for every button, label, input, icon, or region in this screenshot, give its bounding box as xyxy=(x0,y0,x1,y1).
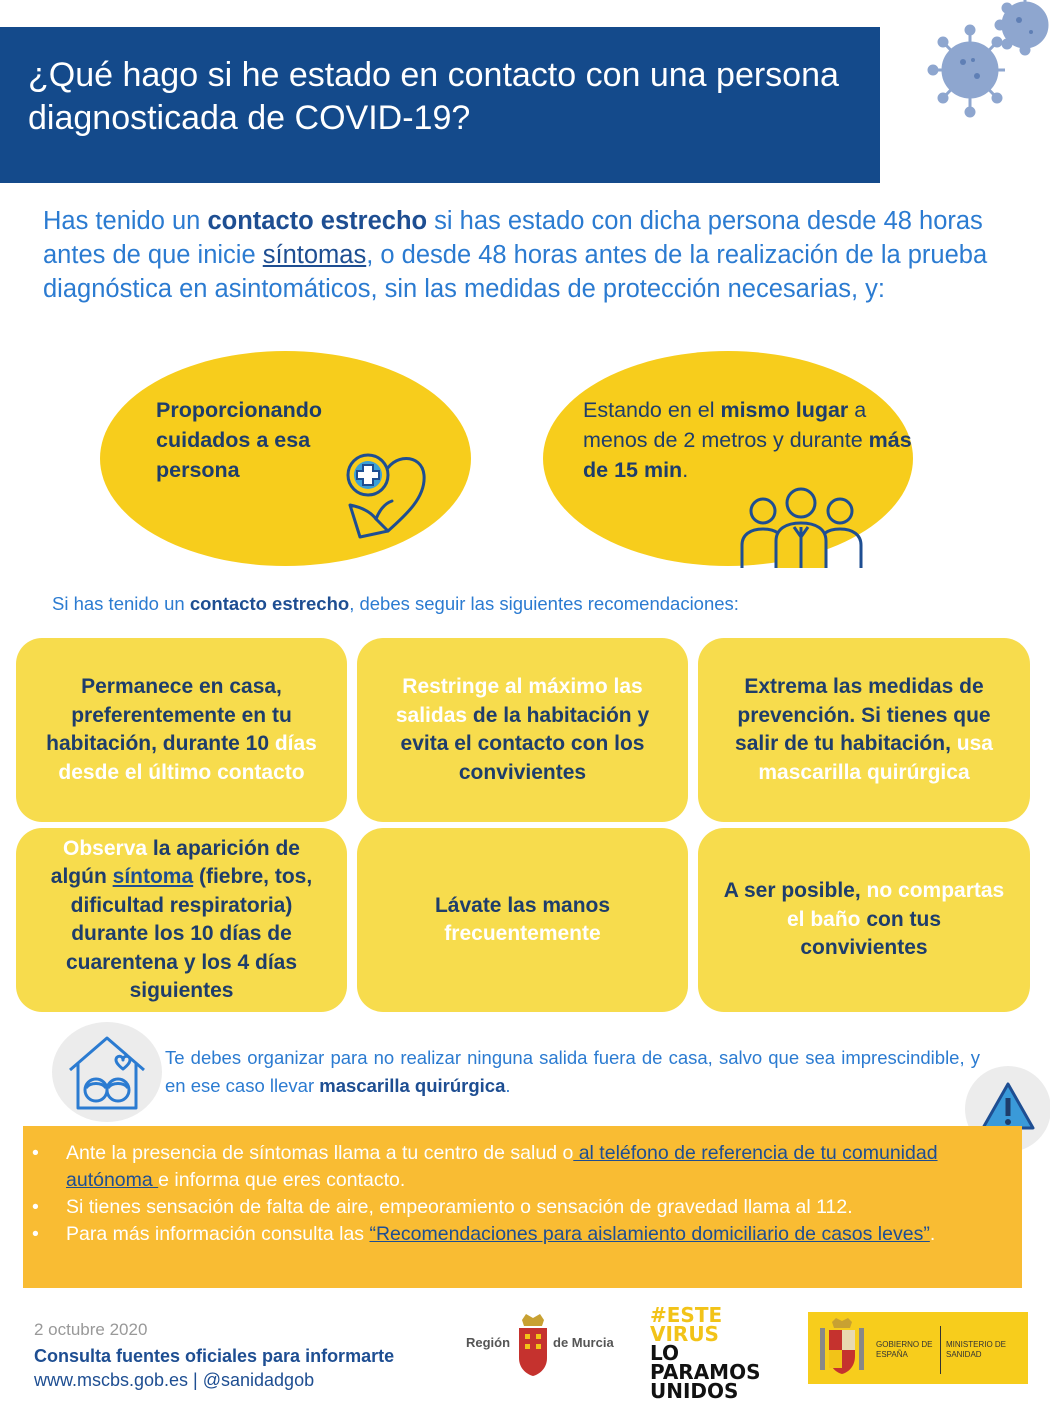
logo-line: #ESTE xyxy=(650,1303,723,1327)
card-highlight: días desde el último contacto xyxy=(58,732,317,784)
spain-coat-of-arms-icon xyxy=(818,1318,866,1378)
card-highlight: no compartas el baño xyxy=(786,879,1005,931)
info-text: . xyxy=(929,1223,936,1245)
card-text: Extrema las medidas de prevención. Si tienes que salir de tu habitación, xyxy=(735,675,991,755)
card-highlight: frecuentemente xyxy=(444,922,601,945)
card-wash-hands xyxy=(357,828,688,1012)
care-heart-hand-icon xyxy=(340,445,430,540)
card-text: Permanece en casa, preferentemente en tu habitación, durante 10 xyxy=(46,675,292,755)
logo-line: PARAMOS xyxy=(650,1360,761,1384)
info-text: Para más información consulta las xyxy=(66,1223,370,1245)
lead-bold: contacto estrecho xyxy=(189,593,350,614)
care-text: Proporcionando cuidados a esa persona xyxy=(156,398,323,482)
card-highlight: Restringe al máximo las salidas xyxy=(395,675,643,727)
same-place-text xyxy=(583,395,913,485)
gobierno-text: GOBIERNO DE ESPAÑA xyxy=(876,1340,933,1359)
murcia-crest-icon xyxy=(516,1314,550,1378)
info-item xyxy=(23,1194,983,1221)
este-virus-logo xyxy=(650,1303,800,1403)
info-text: e informa que eres contacto. xyxy=(158,1169,406,1191)
recomendaciones-link[interactable]: “Recomendaciones para aislamiento domiciliario de casos leves” xyxy=(369,1223,930,1245)
card-text: la aparición de algún xyxy=(50,836,300,888)
page-title: ¿Qué hago si he estado en contacto con una persona diagnosticada de COVID-19? xyxy=(28,56,839,137)
house-family-icon xyxy=(52,1022,162,1122)
intro-paragraph xyxy=(43,204,1018,306)
card-observe-symptoms xyxy=(16,828,347,1012)
website-link[interactable]: www.mscbs.gob.es | @sanidadgob xyxy=(34,1370,315,1390)
murcia-label-right: de Murcia xyxy=(553,1335,614,1350)
card-text: (fiebre, tos, dificultad respiratoria) durante los 10 días de cuarentena y los 4 días siguientes xyxy=(65,865,313,1002)
consulta-text: Consulta fuentes oficiales para informarte xyxy=(34,1346,395,1366)
intro-text: Has tenido un xyxy=(43,207,208,235)
organize-text-part: . xyxy=(505,1075,511,1096)
intro-text: si has estado con dicha persona desde 48 horas antes de que inicie xyxy=(43,207,983,269)
card-restrict-exits xyxy=(357,638,688,822)
same-place-text-part: Estando en el xyxy=(583,398,721,422)
sintoma-link[interactable]: síntoma xyxy=(112,865,194,888)
info-text: Ante la presencia de síntomas llama a tu centro de salud o xyxy=(66,1142,574,1164)
organize-text xyxy=(165,1044,980,1100)
same-place-bold: más de 15 min xyxy=(583,428,912,482)
card-prevention xyxy=(698,638,1030,822)
info-item xyxy=(23,1140,983,1194)
logo-line: VIRUS xyxy=(650,1322,719,1346)
ministerio-text: MINISTERIO DE SANIDAD xyxy=(946,1340,1007,1359)
intro-text: , o desde 48 horas antes de la realización de la prueba diagnóstica en asintomáticos, sin las medidas de protección necesarias, y: xyxy=(43,241,988,303)
virus-icon xyxy=(915,0,1050,125)
sintomas-link[interactable]: síntomas xyxy=(262,241,367,269)
card-text: de la habitación y evita el contacto con los convivientes xyxy=(400,703,650,784)
info-item xyxy=(23,1221,983,1248)
organize-text-part: Te debes organizar para no realizar ninguna salida fuera de casa, salvo que sea imprescindible, y en ese caso llevar xyxy=(165,1047,980,1096)
card-highlight: Observa xyxy=(63,836,148,860)
lead-text: Si has tenido un xyxy=(52,593,190,614)
organize-bold: mascarilla quirúrgica xyxy=(319,1075,506,1096)
murcia-label-left: Región xyxy=(466,1335,511,1350)
card-text: A ser posible, xyxy=(723,879,867,903)
recommendations-lead xyxy=(52,593,1012,615)
card-bathroom xyxy=(698,828,1030,1012)
logo-line: UNIDOS xyxy=(650,1379,739,1403)
card-text: con tus convivientes xyxy=(800,907,942,960)
same-place-bold: mismo lugar xyxy=(720,398,849,422)
date: 2 octubre 2020 xyxy=(34,1320,148,1339)
lead-text: , debes seguir las siguientes recomendaciones: xyxy=(349,593,739,614)
telefono-link[interactable]: al teléfono de referencia de tu comunidad autónoma xyxy=(66,1142,938,1191)
card-highlight: usa mascarilla quirúrgica xyxy=(758,732,993,784)
people-group-icon xyxy=(738,483,865,570)
same-place-text-part: a menos de 2 metros y durante xyxy=(583,398,869,452)
same-place-text-part: . xyxy=(682,458,689,482)
card-stay-home xyxy=(16,638,347,822)
intro-bold: contacto estrecho xyxy=(207,207,428,235)
info-text: Si tienes sensación de falta de aire, empeoramiento o sensación de gravedad llama al 112. xyxy=(66,1196,853,1218)
logo-divider xyxy=(940,1326,941,1374)
card-text: Lávate las manos xyxy=(434,893,611,917)
info-box xyxy=(23,1126,1022,1288)
logo-line: LO xyxy=(650,1341,680,1365)
